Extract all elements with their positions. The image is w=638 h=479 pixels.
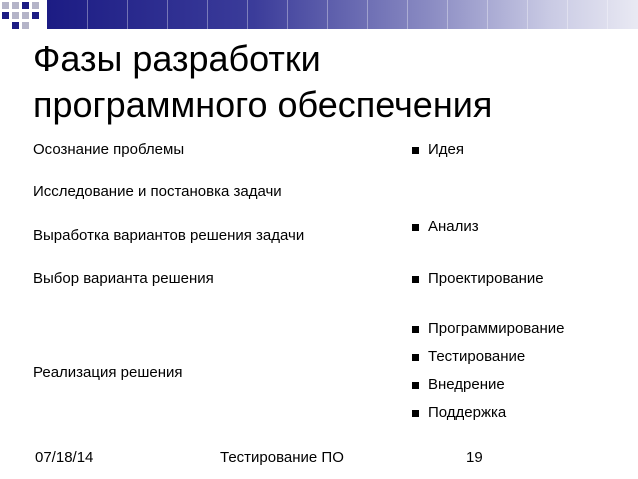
square-bullet-icon bbox=[412, 326, 419, 333]
phase-label: Проектирование bbox=[428, 270, 544, 287]
decor-square bbox=[12, 2, 19, 9]
square-bullet-icon bbox=[412, 354, 419, 361]
slide-title-line-2: программного обеспечения bbox=[33, 84, 493, 125]
phase-label: Программирование bbox=[428, 320, 565, 337]
header-decoration-band bbox=[0, 0, 638, 32]
band-tick bbox=[247, 0, 248, 29]
phase-label: Поддержка bbox=[428, 404, 507, 421]
band-tick bbox=[287, 0, 288, 29]
left-stage-item: Реализация решения bbox=[33, 364, 183, 381]
square-bullet-icon bbox=[412, 410, 419, 417]
decor-square bbox=[32, 2, 39, 9]
phase-label: Идея bbox=[428, 141, 464, 158]
left-stage-item: Выбор варианта решения bbox=[33, 270, 214, 287]
header-gradient-bar bbox=[47, 0, 638, 29]
phase-list-item bbox=[412, 376, 505, 394]
decor-square bbox=[2, 12, 9, 19]
band-tick bbox=[327, 0, 328, 29]
phase-list-item bbox=[412, 141, 464, 159]
left-stage-item: Осознание проблемы bbox=[33, 141, 185, 158]
slide-title bbox=[33, 36, 613, 128]
decor-square bbox=[12, 22, 19, 29]
decor-square bbox=[22, 12, 29, 19]
band-tick bbox=[487, 0, 488, 29]
footer-date: 07/18/14 bbox=[35, 449, 94, 466]
band-tick bbox=[527, 0, 528, 29]
left-stage-item: Исследование и постановка задачи bbox=[33, 183, 282, 200]
decor-square bbox=[2, 2, 9, 9]
footer-center-text: Тестирование ПО bbox=[220, 449, 344, 466]
band-tick bbox=[207, 0, 208, 29]
phase-list-item bbox=[412, 404, 506, 422]
phase-list-item bbox=[412, 218, 479, 236]
band-tick bbox=[167, 0, 168, 29]
square-bullet-icon bbox=[412, 224, 419, 231]
phase-label: Анализ bbox=[428, 218, 479, 235]
phase-label: Тестирование bbox=[428, 348, 526, 365]
square-bullet-icon bbox=[412, 382, 419, 389]
slide-title-line-1: Фазы разработки bbox=[33, 38, 321, 79]
band-tick bbox=[567, 0, 568, 29]
phase-list-item bbox=[412, 348, 525, 366]
band-tick bbox=[367, 0, 368, 29]
decor-square bbox=[22, 2, 29, 9]
phase-list-item bbox=[412, 320, 564, 338]
decor-square bbox=[32, 12, 39, 19]
phase-label: Внедрение bbox=[428, 376, 505, 393]
decor-square bbox=[12, 12, 19, 19]
phase-list-item bbox=[412, 270, 544, 288]
footer-page-number: 19 bbox=[466, 449, 483, 466]
square-bullet-icon bbox=[412, 276, 419, 283]
decor-square bbox=[22, 22, 29, 29]
square-bullet-icon bbox=[412, 147, 419, 154]
band-tick bbox=[607, 0, 608, 29]
band-tick bbox=[447, 0, 448, 29]
band-tick bbox=[87, 0, 88, 29]
left-stage-item: Выработка вариантов решения задачи bbox=[33, 227, 305, 244]
band-tick bbox=[127, 0, 128, 29]
band-tick bbox=[407, 0, 408, 29]
